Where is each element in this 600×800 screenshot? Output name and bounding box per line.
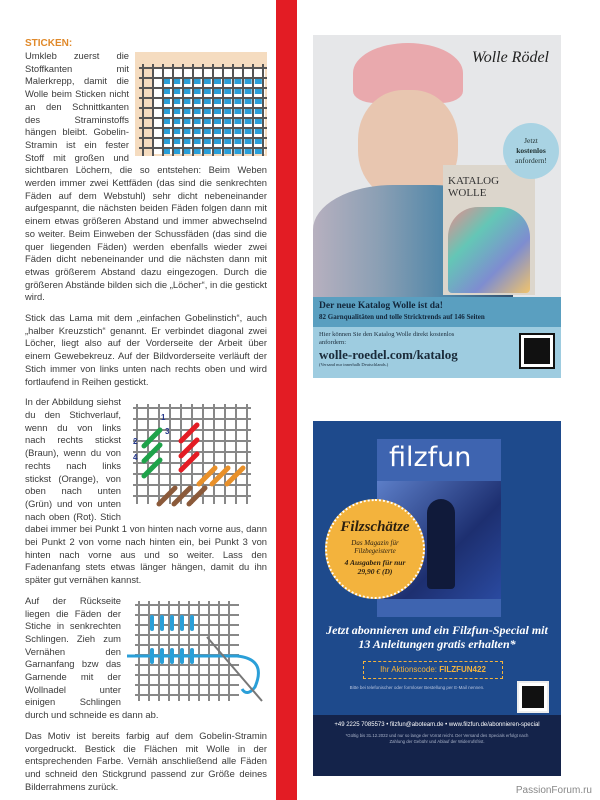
stramin-illustration [135, 52, 267, 156]
stitch-number: 2 [133, 437, 138, 447]
free-badge [503, 123, 559, 179]
catalog-title: WOLLE [448, 187, 487, 199]
footnote: *Gültig bis 31.12.2022 und nur so lange der Vorrat reicht. Der Versand des Specials erfolgt nach Zahlung der Gebühr und Ablauf der Widerrufsfrist. [345, 733, 529, 744]
paragraph-gobelinstich: Stick das Lama mit dem „einfachen Gobelinstich“, auch „halber Kreuzstich“ genannt. Er verbindet diagonal zwei Löcher, liegt also auf der Vorderseite der Arbeit über einem Gewebekreuz. Auf der Bildvorderseite verläuft der Stich immer von links unten nach rechts oben und wird fortlaufend in Reihen gestickt. [25, 312, 267, 387]
filzfun-ad[interactable] [313, 421, 561, 776]
stitch-line [144, 430, 160, 446]
badge-offer: 4 Ausgaben für nur 29,90 € (D) [344, 558, 406, 576]
stitch-number: 1 [161, 413, 166, 423]
code-note: Bitte bei telefonischer oder formloser Bestellung per E-Mail nennen. [349, 685, 485, 690]
code-label: Ihr Aktionscode: [380, 665, 437, 674]
badge-line: anfordern! [515, 156, 547, 165]
info-text: Hier können Sie den Katalog Wolle direkt kostenlos anfordern: [319, 331, 455, 346]
wolle-roedel-ad[interactable] [313, 35, 561, 378]
badge-line: Jetzt [524, 136, 538, 145]
paragraph-intro-wrap: Umkleb zuerst die Stoffkanten mit Malerkrepp, damit die Wolle beim Sticken nicht an den Schnittkanten des Straminstoffs hängen bleibt. Gobelin-Stramin ist ein fester Stoff mit großen und sichtbaren Löchern, [25, 50, 129, 176]
badge-subtitle: Das Magazin für Filzbegeisterte [351, 539, 399, 555]
catalog-url[interactable]: wolle-roedel.com/katalog [319, 347, 458, 362]
cover-figure [427, 499, 455, 589]
back-side-diagram [127, 597, 267, 705]
stitch-number: 3 [165, 427, 170, 437]
needle [207, 637, 262, 701]
promo-code: FILZFUN422 [439, 665, 486, 674]
paragraph-stichverlauf [25, 396, 267, 587]
paragraph-motiv: Das Motiv ist bereits farbig auf dem Gobelin-Stramin vorgedruckt. Bestick die Flächen mit Wolle in der entsprechenden Farbe. Vernäh anschließend alle Fäden und schneid den Stickgrund passend zur Größe deines Bilderrahmens zurück. [25, 729, 267, 792]
ad-headline: Jetzt abonnieren und ein Filzfun-Special mit 13 Anleitungen gratis erhalten* [326, 623, 548, 651]
brand-logo: Wolle Rödel [471, 49, 549, 66]
qr-code[interactable] [521, 335, 553, 367]
paragraph-stichverlauf-wrap: In der Abbildung siehst du den Stichverlauf, wenn du von links nach rechts stickst (Braun), wenn du von rechts nach links stickst (Orange), von oben nach unten (Grün) und von unten nach oben (Rot). Stich dabei immer bei [25, 396, 121, 535]
badge-line: kostenlos [516, 146, 546, 155]
shipping-note: (Versand nur innerhalb Deutschlands.) [319, 362, 389, 367]
offer-badge [325, 499, 425, 599]
stitch-direction-diagram [127, 398, 267, 510]
stitch-line [181, 425, 197, 441]
qr-code[interactable] [519, 683, 547, 711]
paragraph-stramin: die so entstehen: Beim Weben werden immer zwei Kettfäden (das sind die senkrechten Fäden auf dem Webstuhl) sehr dicht nebeneinander aufgespannt, die nächsten beiden Fäden folgen dann mit einem etwas größeren Abstand und immer abwechselnd so weiter. Beim Einweben der Schussfäden (das sind die quer liegenden Fäden) werden ebenfalls wieder zwei Fäden dicht nebeneinander und die nächsten dann mit etwas größerem Abstand dazu eingezogen. Durch die größeren Abstände bilden sich die „Löcher“, in die gestickt wird. [25, 164, 267, 303]
section-heading: STICKEN: [25, 38, 73, 49]
catalog-cover [443, 165, 535, 295]
magazine-title: filzfun [389, 442, 472, 473]
contact-line[interactable]: +49 2225 7085573 • filzfun@aboteam.de • www.filzfun.de/abonnieren-special [334, 722, 540, 728]
stitch-number: 4 [133, 453, 138, 463]
watermark: PassionForum.ru [515, 785, 592, 796]
banner-title: Der neue Katalog Wolle ist da! [319, 301, 443, 311]
paragraph-punkte: Punkt 1 von hinten nach vorne aus, dann bei Punkt 2 von vorne nach hinten ein, bei Punkt 3 von hinten nach vorne aus und so weiter. Lass den Fadenanfang stets etwas länger hängen, damit du ihn später gut vernähen kannst. [25, 523, 268, 586]
yarn-balls [448, 207, 530, 293]
promo-code-box [363, 661, 503, 679]
catalog-title: KATALOG [448, 175, 500, 187]
paragraph-rueckseite-text: Auf der Rückseite liegen die Fäden der Stiche in senkrechten Schlingen. Zieh zum Vernähen den Garnanfang bzw das Garnende mit der Wollnadel unter einigen Schlingen durch und schneide es dann ab. [25, 594, 159, 721]
paragraph-rueckseite [25, 595, 267, 722]
red-side-bar [276, 0, 297, 800]
article-column [25, 37, 267, 793]
badge-title: Filzschätze [340, 519, 410, 535]
banner-subtitle: 82 Garnqualitäten und tolle Stricktrends auf 146 Seiten [319, 313, 485, 321]
